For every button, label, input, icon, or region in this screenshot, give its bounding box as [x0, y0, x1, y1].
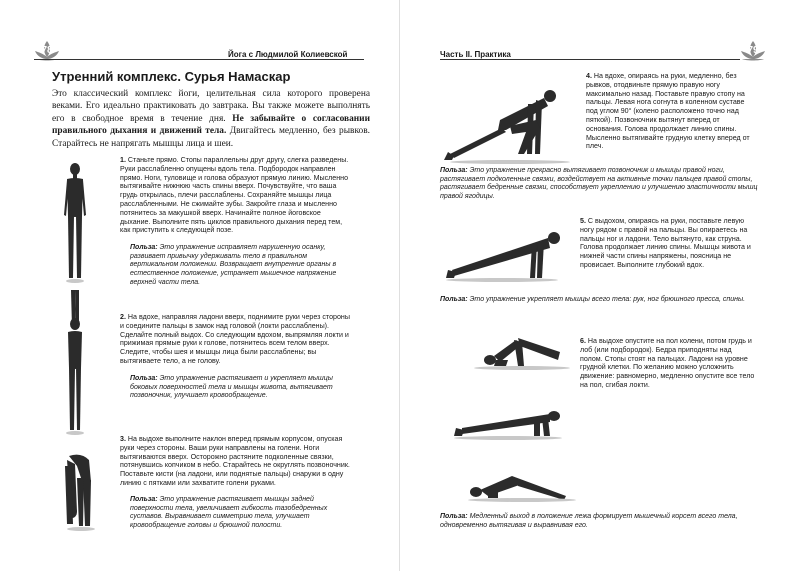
step-5-number: 5.	[580, 217, 586, 225]
benefit-label: Польза:	[130, 375, 158, 382]
step-2-benefit	[130, 375, 352, 401]
step-4-number: 4.	[586, 72, 592, 80]
step-6-text	[580, 337, 756, 390]
step-4-benefit-text: Это упражнение прекрасно вытягивает позвоночник и мышцы правой ноги, растягивает подколенные связки, воздействует на активные точки пальцев правой стопы, растягивает бедренные связки, способствует укреплению и улучшению эластичности мышц правой ягодицы.	[440, 167, 758, 201]
step-1-number: 1.	[120, 156, 126, 164]
pose-3-figure	[55, 452, 103, 534]
pose-1-figure	[55, 160, 95, 285]
pose-6-figure-lowering	[450, 394, 570, 444]
right-page	[400, 0, 800, 571]
header-rule	[440, 59, 740, 60]
step-6-benefit	[440, 513, 760, 530]
running-header: Йога с Людмилой Колиевской	[228, 50, 348, 59]
page-number: 78	[41, 45, 53, 56]
step-3-benefit-text: Это упражнение растягивает мышцы задней поверхности тела, увеличивает гибкость тазобедренных суставов. Выравнивает симметрию тела, улучшает кровообращение головы и брюшной полости.	[130, 496, 328, 530]
step-4-instructions: На вдохе, опираясь на руки, медленно, без рывков, отодвиньте прямую правую ногу максимально назад. Поставьте правую стопу на пальцы. Левая нога согнута в коленном суставе под углом 90° (колено расположено точно над пяткой). Позвоночник вытянут вперед от основания. Голова продолжает линию спины. Мысленно вытягивайте грудную клетку вперед от плеч.	[586, 72, 750, 151]
step-1-instructions: Станьте прямо. Стопы параллельны друг другу, слегка разведены. Руки расслабленно опущены вдоль тела. Подбородок направлен прямо. Ноги, туловище и голова образуют прямую линию. Мысленно вытягивайте нижнюю часть спины вверх. Почувствуйте, что ваша грудь открылась, плечи расслаблены. Сохраняйте мышцы лица расслабленными. Не сжимайте зубы. Закройте глаза и мысленно потянитесь за макушкой вверх. Начинайте полное йоговское дыхание. Выполните пять циклов правильного дыхания перед тем, как приступить к следующей позе.	[120, 156, 349, 235]
pose-6-figure-chest	[448, 462, 578, 507]
step-3-text	[120, 435, 350, 488]
step-2-text	[120, 313, 350, 366]
benefit-label: Польза:	[440, 167, 468, 174]
section-title: Утренний комплекс. Сурья Намаскар	[52, 69, 291, 84]
step-2-instructions: На вдохе, направляя ладони вверх, поднимите руки через стороны и соедините пальцы в замок над головой (локти расслаблены). Сделайте полный выдох. Со следующим вдохом, выпрямляя локти и прижимая прямые руки к голове, потянитесь всем телом вверх. Следите, чтобы шея и мышцы лица были расслаблены; вы вытягиваете тело, а не голову.	[120, 313, 350, 365]
step-5-benefit-text: Это упражнение укрепляет мышцы всего тела: рук, ног брюшного пресса, спины.	[469, 296, 746, 303]
step-2-number: 2.	[120, 313, 126, 321]
step-4-benefit	[440, 167, 760, 202]
intro-text: Это классический комплекс йоги, целительная сила которого проверена веками. Его идеально практиковать до завтрака. Вы также можете выполнять его в свободное время в течение дня.	[52, 89, 370, 124]
step-3-instructions: На выдохе выполните наклон вперед прямым корпусом, опуская руки через стороны. Ваши руки направлены на голени. Ноги вытягиваются вверх. Осторожно растяните подколенные связки, потянувшись копчиком в небо. Старайтесь не округлять позвоночник. Поставьте кисти (на ладони, или поднятые пальцы) снаружи в одну линию с пятками или захватите голени руками.	[120, 435, 350, 487]
pose-2-figure	[57, 288, 93, 438]
header-rule	[34, 59, 364, 60]
intro-emphasis: Не забывайте о согласовании правильного дыхания и движений тела.	[52, 113, 370, 137]
step-1-benefit	[130, 244, 352, 288]
benefit-label: Польза:	[440, 513, 468, 520]
benefit-label: Польза:	[130, 244, 158, 251]
step-6-benefit-text: Медленный выход в положение лежа формирует мышечный корсет всего тела, одновременно вытягивая и выравнивая его.	[440, 513, 738, 529]
pose-5-figure	[442, 226, 572, 286]
step-2-benefit-text: Это упражнение растягивает и укрепляет мышцы боковых поверхностей тела и мышцы живота, вытягивает позвоночник, улучшает кровообращение.	[130, 375, 333, 400]
step-5-instructions: С выдохом, опираясь на руки, поставьте левую ногу рядом с правой на пальцы. Вы опираетесь на пальцы ног и ладони. Тело вытянуто, как струна. Голова продолжает линию спины. Мышцы живота и нижней части спины напряжены, поясница не провисает. Выполните глубокий вдох.	[580, 217, 751, 269]
running-header: Часть II. Практика	[440, 50, 511, 59]
step-1-text	[120, 156, 350, 235]
step-5-benefit	[440, 296, 760, 305]
pose-4-figure	[440, 80, 578, 170]
step-5-text	[580, 217, 756, 270]
step-6-instructions: На выдохе опустите на пол колени, потом грудь и лоб (или подбородок). Бедра приподняты над полом. Стопы стоят на пальцах. Ладони на уровне грудной клетки. По желанию можно усложнить движение: равномерно, медленно опустите все тело на пол, сгибая локти.	[580, 337, 755, 389]
step-3-number: 3.	[120, 435, 126, 443]
step-6-number: 6.	[580, 337, 586, 345]
step-4-text	[586, 72, 756, 151]
intro-paragraph	[52, 88, 370, 150]
benefit-label: Польза:	[130, 496, 158, 503]
page-number: 79	[747, 45, 759, 56]
step-3-benefit	[130, 496, 352, 531]
step-1-benefit-text: Это упражнение исправляет нарушенную осанку, развивает привычку удерживать тело в правильном вертикальном положении. Возвращает внутренние органы в естественное положение, устраняет мышечное напряжение верхней части тела.	[130, 244, 337, 286]
benefit-label: Польза:	[440, 296, 468, 303]
pose-6-figure-knees	[442, 330, 572, 375]
intro-tail: Двигайтесь медленно, без рывков. Старайтесь не напрягать мышцы лица и шеи.	[52, 126, 370, 149]
